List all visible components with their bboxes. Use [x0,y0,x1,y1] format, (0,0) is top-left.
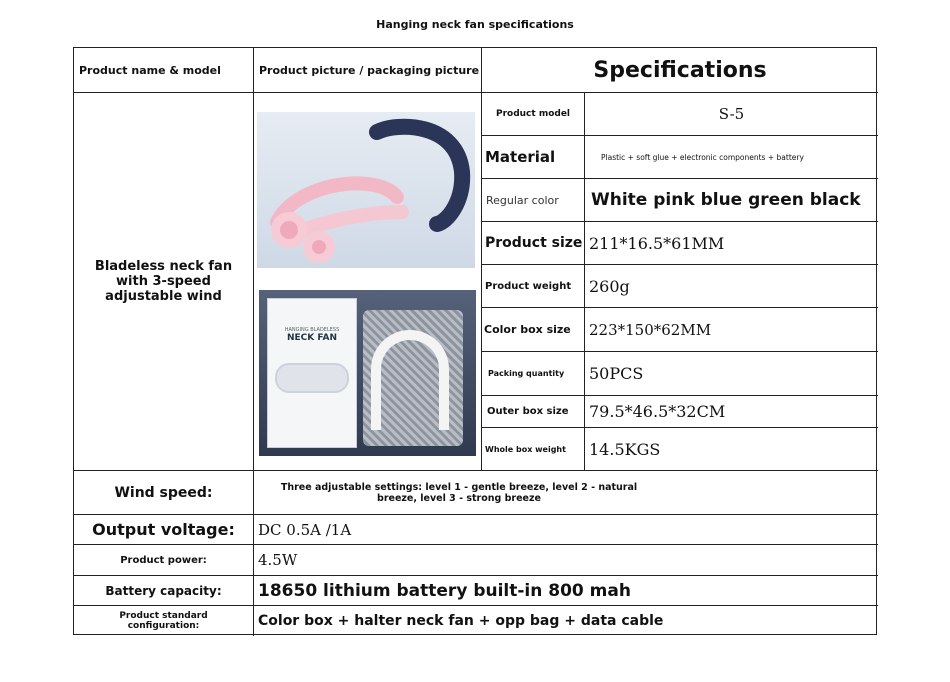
spec-value-product-model [585,93,878,136]
spec-label-product-weight [482,265,585,308]
spec-value-outer-box-size [585,396,878,428]
spec-value-text: Plastic + soft glue + electronic components + battery [601,152,804,162]
header-product-name-label: Product name & model [79,63,221,77]
spec-value-text: 211*16.5*61MM [589,233,725,253]
spec-label-whole-box-weight [482,428,585,471]
spec-label-text: Whole box weight [485,444,566,454]
spec-label-outer-box-size [482,396,585,428]
document-title: Hanging neck fan specifications [376,18,574,31]
header-product-name [74,48,254,93]
neck-fans-illustration [257,112,475,268]
spec-value-text: 50PCS [589,364,644,383]
spec-value-color-box-size [585,308,878,352]
row-label-text: Wind speed: [114,484,213,501]
spec-value-text: S-5 [718,105,745,123]
white-neck-fan [371,330,449,430]
spec-label-product-size [482,222,585,265]
spec-value-regular-color [585,179,878,222]
row-label-text: Product standard configuration: [119,611,208,631]
header-specifications [482,48,878,93]
product-photo-fans [257,112,475,268]
product-name: Bladeless neck fan with 3-speed adjustable wind [94,259,233,304]
color-box [267,298,357,448]
row-value-battery-capacity [254,576,878,606]
box-fan-image [275,363,349,393]
spec-label-text: Packing quantity [488,369,565,378]
row-value-product-power [254,545,878,576]
spec-label-text: Outer box size [487,406,569,417]
spec-value-product-weight [585,265,878,308]
box-label-big: NECK FAN [286,333,337,343]
product-name-cell [74,93,254,471]
row-value-wind-speed [254,471,878,515]
row-value-text: Color box + halter neck fan + opp bag + data cable [258,613,664,629]
row-label-wind-speed [74,471,254,515]
spec-value-product-size [585,222,878,265]
header-product-picture-label: Product picture / packaging picture [259,63,480,77]
spec-value-material [585,136,878,179]
spec-label-packing-quantity [482,352,585,396]
spec-value-text: 14.5KGS [589,439,661,459]
box-label-small: HANGING BLADELESS [284,327,340,333]
row-value-text: 18650 lithium battery built-in 800 mah [258,580,631,601]
row-label-text: Battery capacity: [105,583,222,598]
spec-label-text: Product weight [485,280,572,292]
spec-value-text: 260g [589,276,630,296]
row-label-text: Product power: [120,554,207,566]
spec-label-regular-color [482,179,585,222]
row-label-battery-capacity [74,576,254,606]
spec-label-text: Product size [485,235,583,251]
spec-label-color-box-size [482,308,585,352]
spec-label-text: Regular color [486,193,559,207]
spec-value-text: 79.5*46.5*32CM [589,402,726,421]
row-label-standard-config [74,606,254,636]
spec-value-whole-box-weight [585,428,878,471]
row-label-product-power [74,545,254,576]
row-value-text: DC 0.5A /1A [258,520,352,539]
row-label-output-voltage [74,515,254,545]
product-photo-packaging [259,290,476,456]
specifications-title: Specifications [593,57,767,83]
spec-label-text: Color box size [484,323,571,336]
spec-label-text: Material [485,148,556,166]
spec-label-text: Product model [495,109,571,119]
row-label-text: Output voltage: [92,520,235,539]
spec-value-text: 223*150*62MM [589,320,712,339]
row-value-standard-config [254,606,878,636]
header-product-picture [254,48,482,93]
spec-value-text: White pink blue green black [591,190,861,210]
row-value-text: Three adjustable settings: level 1 - gentle breeze, level 2 - natural breeze, level 3 - strong breeze [280,481,638,504]
row-value-output-voltage [254,515,878,545]
product-picture-cell [254,93,482,471]
spec-label-material [482,136,585,179]
row-value-text: 4.5W [258,551,298,569]
spec-value-packing-quantity [585,352,878,396]
spec-label-product-model [482,93,585,136]
spec-table [73,47,877,635]
